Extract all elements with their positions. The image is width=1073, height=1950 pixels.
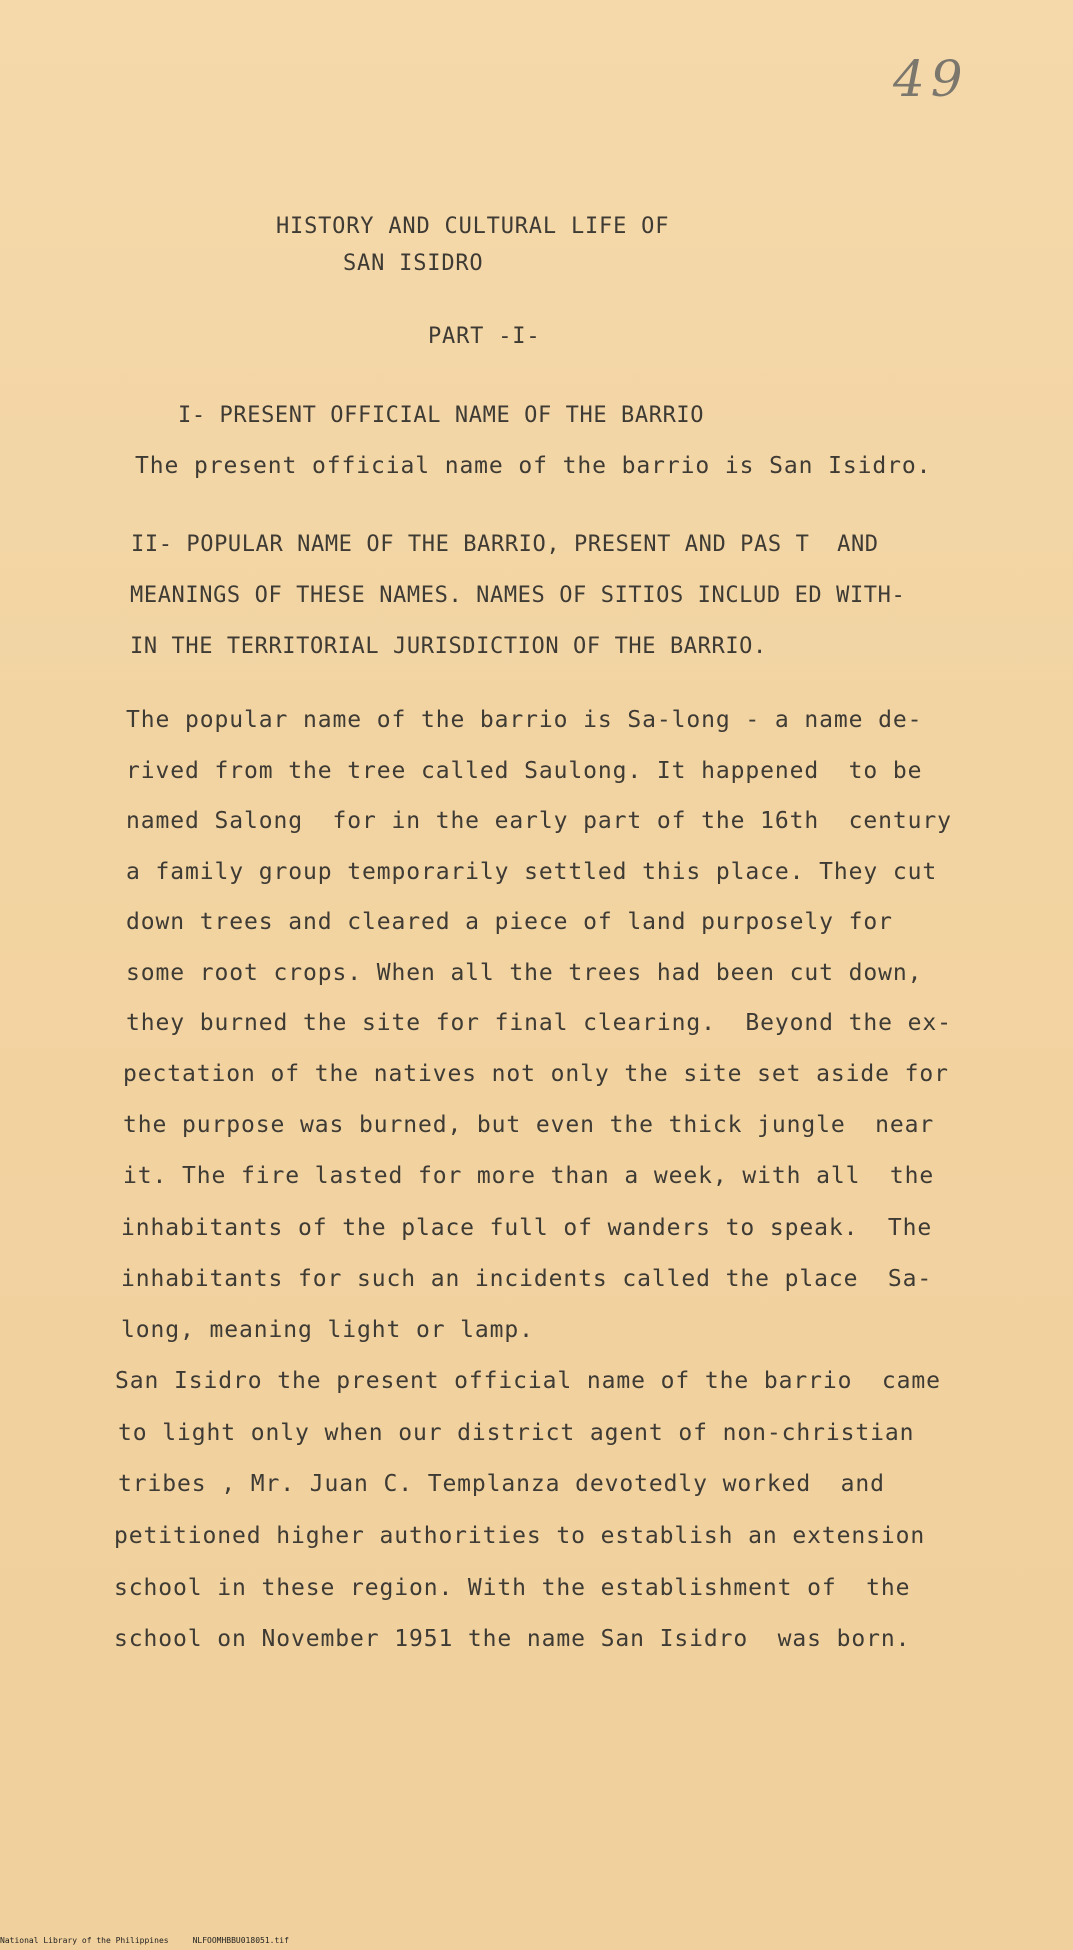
section2-heading-line-2: MEANINGS OF THESE NAMES. NAMES OF SITIOS INCLUD ED WITH-	[130, 583, 906, 608]
paragraph1-line: down trees and cleared a piece of land purposely for	[126, 909, 893, 935]
paragraph1-line: pectation of the natives not only the site set aside for	[123, 1061, 949, 1087]
title-line-1: HISTORY AND CULTURAL LIFE OF	[276, 214, 670, 239]
paragraph2-line: school on November 1951 the name San Isidro was born.	[114, 1626, 911, 1652]
paragraph1-line: long, meaning light or lamp.	[121, 1317, 534, 1343]
paragraph1-line: the purpose was burned, but even the thick jungle near	[123, 1112, 935, 1138]
footer-library: National Library of the Philippines	[0, 1936, 169, 1945]
paragraph1-line: The popular name of the barrio is Sa-long - a name de-	[126, 707, 923, 733]
paragraph2-line: to light only when our district agent of non-christian	[118, 1420, 915, 1446]
paragraph2-line: San Isidro the present official name of the barrio came	[115, 1368, 941, 1394]
title-line-2: SAN ISIDRO	[343, 251, 484, 276]
page-number: 49	[893, 50, 969, 108]
section2-heading-line-3: IN THE TERRITORIAL JURISDICTION OF THE BARRIO.	[130, 634, 767, 659]
paragraph1-line: inhabitants for such an incidents called the place Sa-	[121, 1266, 933, 1292]
paragraph2-line: petitioned higher authorities to establish an extension	[114, 1523, 926, 1549]
paragraph1-line: inhabitants of the place full of wanders to speak. The	[121, 1215, 933, 1241]
paragraph1-line: named Salong for in the early part of the 16th century	[126, 808, 952, 834]
paragraph2-line: school in these region. With the establishment of the	[114, 1575, 911, 1601]
section2-heading-line-1: II- POPULAR NAME OF THE BARRIO, PRESENT AND PAS T AND	[131, 532, 879, 557]
section1-heading: I- PRESENT OFFICIAL NAME OF THE BARRIO	[178, 403, 705, 428]
paragraph1-line: they burned the site for final clearing. Beyond the ex-	[126, 1010, 952, 1036]
footer-file: NLFOOMHBBU018051.tif	[192, 1936, 289, 1945]
part-heading: PART -I-	[428, 324, 541, 349]
paragraph1-line: it. The fire lasted for more than a week, with all the	[123, 1163, 935, 1189]
paragraph1-line: a family group temporarily settled this place. They cut	[126, 859, 938, 885]
paragraph1-line: rived from the tree called Saulong. It happened to be	[126, 758, 923, 784]
scan-footer	[0, 1936, 289, 1946]
paragraph1-line: some root crops. When all the trees had been cut down,	[126, 960, 923, 986]
paragraph2-line: tribes , Mr. Juan C. Templanza devotedly worked and	[118, 1471, 885, 1497]
section1-body: The present official name of the barrio is San Isidro.	[135, 453, 932, 479]
